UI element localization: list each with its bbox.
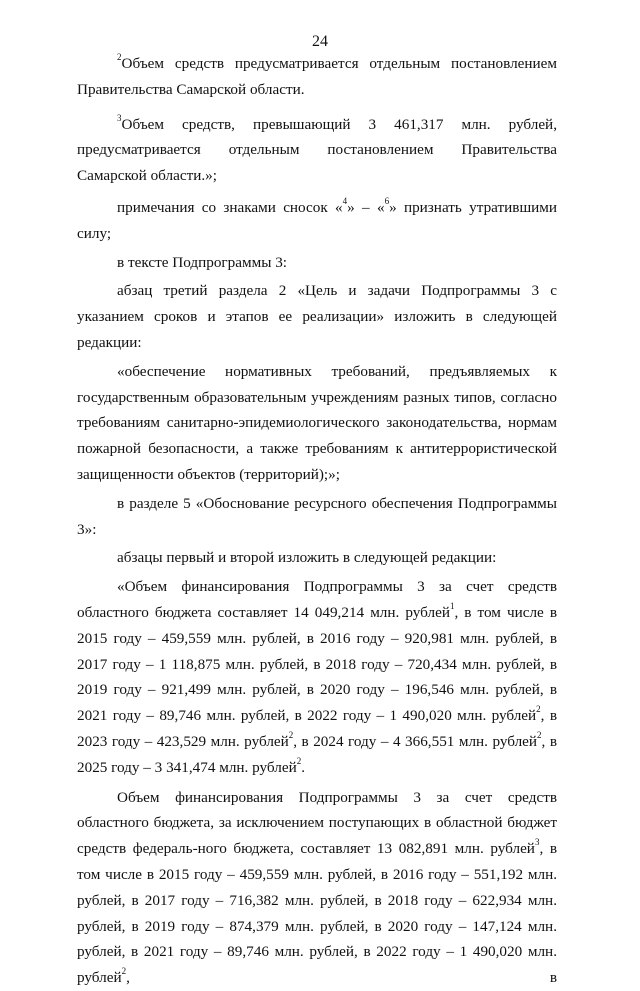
text-run: Объем средств предусматривается отдельным постановлением Правительства Самарской области. (77, 55, 557, 98)
text-run: . (301, 758, 306, 776)
text-run: в разделе 5 «Обоснование ресурсного обеспечения Подпрограммы 3»: (77, 494, 557, 538)
text-run: » признать утратившими силу; (77, 198, 558, 242)
paragraphs-1-2-instruction (77, 545, 557, 571)
text-run: «Объем финансирования Подпрограммы 3 за счет средств областного бюджета составляет 14 049,214 млн. рублей (77, 578, 557, 621)
footnote-marker: 1 (449, 600, 455, 611)
footnote-marker: 3 (534, 837, 540, 848)
text-run: » – « (347, 198, 385, 216)
page-number: 24 (312, 33, 328, 50)
text-run: , в 2025 году – 3 341,474 млн. рублей (77, 732, 557, 776)
subprogram-3-heading-paragraph (77, 250, 557, 276)
footnote-2 (77, 51, 557, 103)
footnote-marker: 3 (117, 112, 122, 123)
footnote-marker: 2 (117, 51, 122, 62)
footnote-marker: 2 (536, 704, 541, 715)
footnote-marker: 6 (384, 195, 390, 206)
text-run: абзац третий раздела 2 «Цель и задачи Подпрограммы 3 с указанием сроков и этапов ее реализации» изложить в следующей редакции: (77, 282, 557, 351)
text-run: , в 2023 году – 423,529 млн. рублей (77, 707, 557, 750)
text-run: примечания со знаками сносок « (117, 198, 343, 216)
text-run: , в том числе в 2015 году – 459,559 млн. рублей, в 2016 году – 551,192 млн. рублей, в 2017 году – 716,382 млн. рублей, в 2018 году – 622,934 млн. рублей, в 2019 году – 874,379 млн. рублей, в 2020 году – 147,124 млн. рублей, в 2021 году – 89,746 млн. рублей, в 2022 году – 1 490,020 млн. рублей (77, 840, 558, 987)
footnote-marker: 2 (537, 729, 542, 740)
section-5-paragraph (77, 491, 557, 543)
footnote-marker: 4 (342, 195, 348, 206)
text-run: , в 2024 году – 4 366,551 млн. рублей (293, 732, 538, 750)
text-run: , в том числе в 2015 году – 459,559 млн. рублей, в 2016 году – 920,981 млн. рублей, в 2017 году – 1 118,875 млн. рублей, в 2018 году – 720,434 млн. рублей, в 2019 году – 921,499 млн. рублей, в 2020 году – 196,546 млн. рублей, в 2021 году – 89,746 млн. рублей, в 2022 году – 1 490,020 млн. рублей (77, 603, 557, 725)
text-run: абзацы первый и второй изложить в следующей редакции: (117, 549, 497, 567)
document-body (77, 51, 557, 991)
funding-paragraph-2 (77, 785, 557, 991)
footnote-marker: 2 (296, 755, 302, 766)
text-run: «обеспечение нормативных требований, предъявляемых к государственным образовательным учреждениям разных типов, согласно требованиям санитарно-эпидемиологического законодательства, нормам пожарной безопасности, а также требованиям к антитеррористической защищенности объектов (территорий);»; (77, 362, 557, 483)
notes-invalid-paragraph (77, 195, 557, 247)
section-2-paragraph (77, 278, 557, 355)
footnote-marker: 2 (121, 966, 127, 977)
funding-paragraph-1 (77, 574, 557, 780)
footnote-marker: 2 (288, 729, 294, 740)
text-run: в тексте Подпрограммы 3: (117, 253, 288, 271)
footnote-3 (77, 112, 557, 189)
text-run: Объем средств, превышающий 3 461,317 млн. рублей, предусматривается отдельным постановлением Правительства Самарской области.»; (77, 115, 557, 185)
requirements-paragraph (77, 359, 557, 488)
text-run: , в (126, 969, 557, 987)
text-run: Объем финансирования Подпрограммы 3 за счет средств областного бюджета, за исключением поступающих в областной бюджет средств федераль-ного бюджета, составляет 13 082,891 млн. рублей (77, 788, 557, 858)
